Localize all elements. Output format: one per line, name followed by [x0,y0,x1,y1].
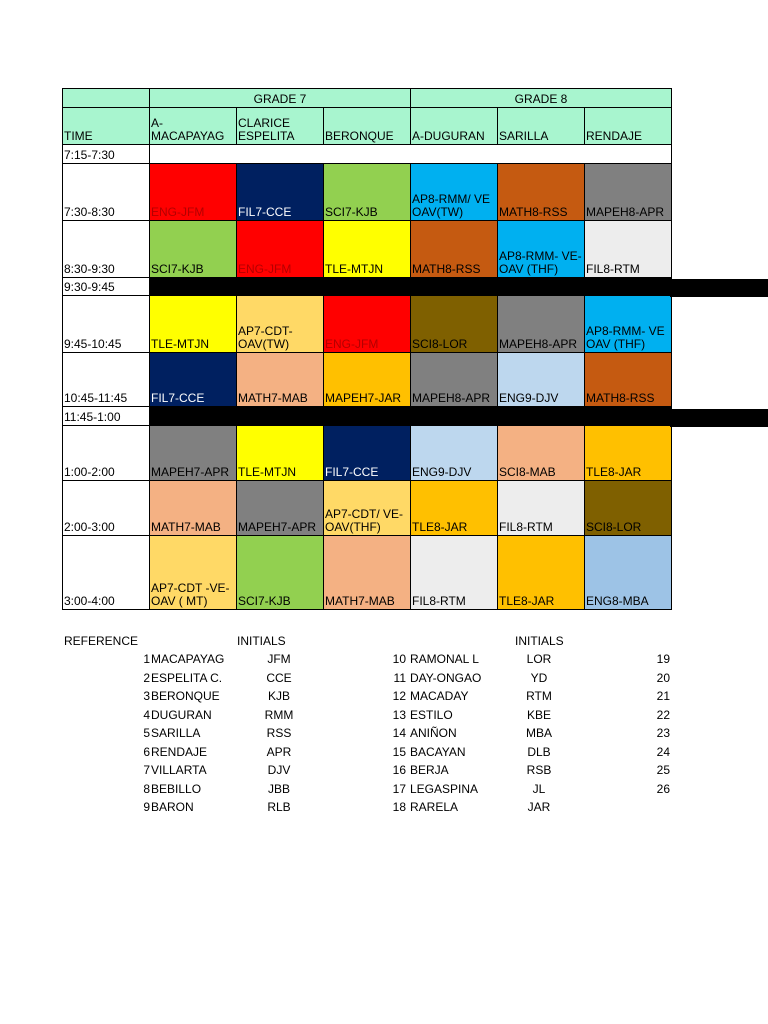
time-cell: 7:15-7:30 [63,145,150,164]
ref-name: ESPELITA C. [151,670,223,685]
ref-num: 3 [143,689,150,703]
ref-num: 23 [656,726,670,740]
schedule-cell: AP8-RMM- VE OAV (THF) [585,296,672,353]
break-bar [150,278,672,296]
ref-name: BACAYAN [410,744,466,759]
schedule-cell: MAPEH7-JAR [324,353,411,407]
ref-name: RARELA [410,800,459,814]
ref-name: BEBILLO [151,781,202,796]
ref-name: LEGASPINA [410,781,479,796]
ref-num: 2 [143,670,150,685]
reference-label: REFERENCE [64,634,139,648]
ref-num: 12 [392,689,406,703]
ref-num: 1 [143,652,150,666]
schedule-cell: FIL7-CCE [150,353,237,407]
ref-num: 25 [656,763,670,777]
ref-num: 13 [392,707,406,722]
teacher-header: CLARICE ESPELITA [237,108,324,145]
break-bar-extension [670,279,768,297]
time-header: TIME [63,108,150,145]
ref-initial: JAR [527,800,551,814]
corner-cell [63,89,150,108]
schedule-cell: SCI7-KJB [150,221,237,278]
schedule-cell: MAPEH8-APR [585,164,672,221]
schedule-cell: AP8-RMM/ VE OAV(TW) [411,164,498,221]
schedule-cell: TLE-MTJN [150,296,237,353]
empty-row-cell [150,145,672,164]
time-cell: 9:45-10:45 [63,296,150,353]
schedule-cell: TLE-MTJN [324,221,411,278]
initials-label: INITIALS [237,634,286,648]
schedule-cell: MAPEH8-APR [411,353,498,407]
schedule-cell: AP8-RMM- VE-OAV (THF) [498,221,585,278]
ref-num: 22 [656,707,670,722]
ref-num: 16 [392,763,406,777]
teacher-header: BERONQUE [324,108,411,145]
ref-num: 6 [143,744,150,759]
ref-extra-numbers [630,650,670,798]
ref-left-initials [249,650,309,817]
time-cell: 11:45-1:00 [63,407,150,426]
teacher-header: A-DUGURAN [411,108,498,145]
schedule-cell: SCI7-KJB [324,164,411,221]
schedule-cell: AP7-CDT/ VE-OAV(THF) [324,481,411,536]
schedule-cell: AP7-CDT -VE-OAV ( MT) [150,536,237,610]
schedule-cell: TLE8-JAR [585,426,672,481]
ref-num: 19 [656,652,670,666]
ref-name: VILLARTA [151,763,207,777]
schedule-cell: TLE-MTJN [237,426,324,481]
ref-left-numbers [120,650,150,817]
ref-num: 24 [656,744,670,759]
teacher-header: RENDAJE [585,108,672,145]
schedule-cell: ENG9-DJV [411,426,498,481]
ref-initial: DLB [527,744,551,759]
schedule-cell: AP7-CDT-OAV(TW) [237,296,324,353]
ref-num: 11 [393,670,406,685]
schedule-cell: MATH8-RSS [411,221,498,278]
ref-num: 20 [656,670,670,685]
schedule-cell: MAPEH7-APR [237,481,324,536]
schedule-cell: SCI8-MAB [498,426,585,481]
time-cell: 1:00-2:00 [63,426,150,481]
schedule-cell: FIL7-CCE [324,426,411,481]
time-cell: 2:00-3:00 [63,481,150,536]
ref-name: BARON [151,800,194,814]
schedule-cell: MATH8-RSS [498,164,585,221]
schedule-cell: FIL8-RTM [411,536,498,610]
schedule-cell: SCI8-LOR [411,296,498,353]
ref-name: BERONQUE [151,689,220,703]
teacher-header: SARILLA [498,108,585,145]
time-cell: 9:30-9:45 [63,278,150,296]
schedule-cell: FIL8-RTM [498,481,585,536]
schedule-cell: MATH7-MAB [237,353,324,407]
ref-name: ESTILO [410,707,453,722]
time-cell: 7:30-8:30 [63,164,150,221]
ref-num: 14 [392,726,406,740]
ref-initial: KJB [267,689,290,703]
ref-num: 5 [143,726,150,740]
ref-initial: DJV [267,763,291,777]
schedule-cell: MATH7-MAB [324,536,411,610]
ref-initial: JBB [267,781,290,796]
schedule-cell: MATH8-RSS [585,353,672,407]
ref-right-numbers [370,650,406,817]
schedule-cell: MAPEH7-APR [150,426,237,481]
schedule-cell: MATH7-MAB [150,481,237,536]
schedule-cell: TLE8-JAR [498,536,585,610]
schedule-cell: FIL7-CCE [237,164,324,221]
ref-initial: KBE [526,707,551,722]
ref-initial: RMM [264,707,294,722]
ref-initial: RSS [266,726,292,740]
schedule-cell: FIL8-RTM [585,221,672,278]
ref-num: 9 [143,800,150,814]
time-cell: 3:00-4:00 [63,536,150,610]
ref-name: DUGURAN [151,707,212,722]
time-cell: 8:30-9:30 [63,221,150,278]
schedule-cell: SCI8-LOR [585,481,672,536]
ref-num: 4 [143,707,150,722]
break-bar [150,407,672,426]
ref-left-names [151,650,224,817]
ref-initial: MBA [525,726,552,740]
schedule-cell: ENG-JFM [150,164,237,221]
ref-num: 15 [392,744,406,759]
schedule-cell: ENG-JFM [237,221,324,278]
ref-num: 26 [656,781,670,796]
ref-num: 8 [143,781,150,796]
ref-name: BERJA [410,763,449,777]
ref-initial: JL [532,781,546,796]
schedule-cell: ENG9-DJV [498,353,585,407]
schedule-cell: SCI7-KJB [237,536,324,610]
ref-name: DAY-ONGAO [410,670,482,685]
schedule-cell: ENG8-MBA [585,536,672,610]
schedule-cell: ENG-JFM [324,296,411,353]
ref-initial: RTM [526,689,552,703]
ref-name: RAMONAL L [410,652,479,666]
initials-label: INITIALS [515,634,564,648]
ref-name: SARILLA [151,726,201,740]
ref-initial: APR [266,744,292,759]
grade8-header: GRADE 8 [411,89,672,108]
ref-name: ANIÑON [410,726,457,740]
ref-initial: RSB [526,763,552,777]
schedule-table [62,88,672,610]
ref-num: 18 [392,800,406,814]
ref-initial: RLB [267,800,291,814]
ref-name: RENDAJE [151,744,208,759]
ref-num: 17 [392,781,406,796]
ref-name: MACADAY [410,689,469,703]
ref-initial: LOR [526,652,552,666]
time-cell: 10:45-11:45 [63,353,150,407]
ref-right-names [410,650,481,817]
ref-initial: JFM [267,652,291,666]
ref-num: 10 [392,652,406,666]
schedule-cell: MAPEH8-APR [498,296,585,353]
grade7-header: GRADE 7 [150,89,411,108]
ref-num: 21 [656,689,670,703]
ref-right-initials [509,650,569,817]
ref-initial: CCE [266,670,292,685]
ref-num: 7 [143,763,150,777]
teacher-header: A-MACAPAYAG [150,108,237,145]
break-bar-extension [670,409,768,427]
ref-initial: YD [530,670,548,685]
ref-name: MACAPAYAG [151,652,225,666]
schedule-cell: TLE8-JAR [411,481,498,536]
